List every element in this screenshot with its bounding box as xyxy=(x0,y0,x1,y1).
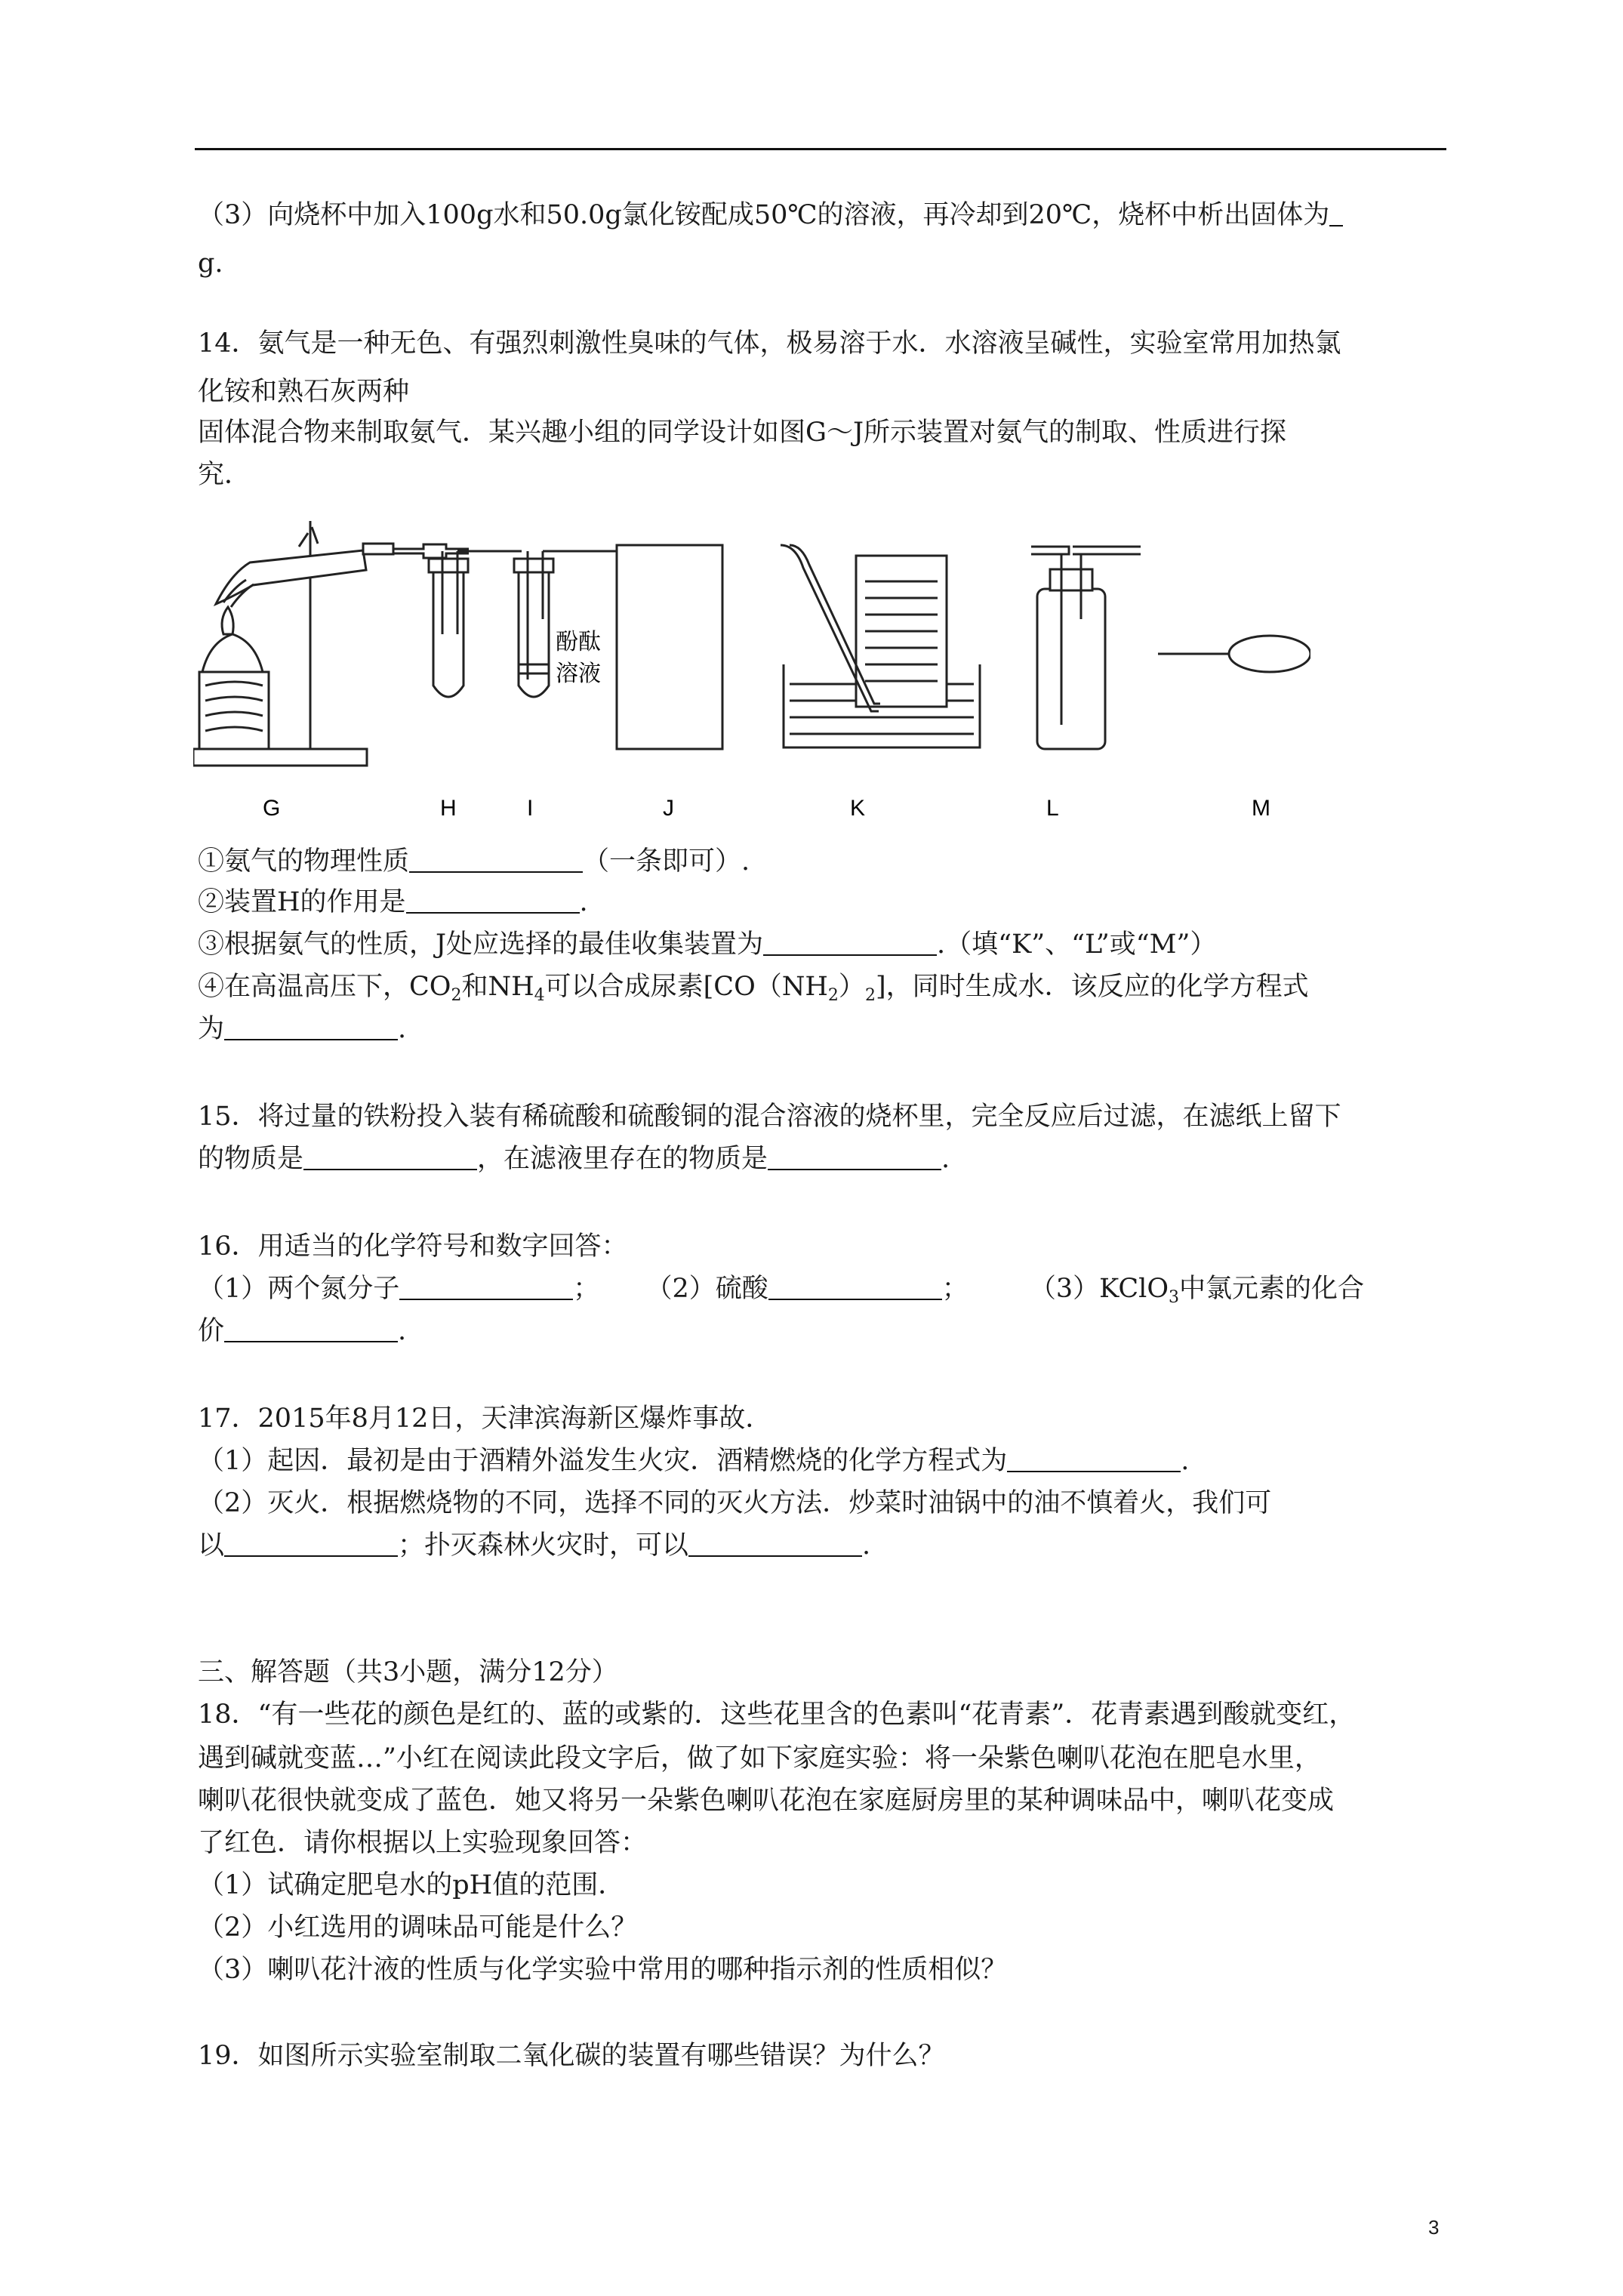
q17-line-1: 17．2015年8月12日，天津滨海新区爆炸事故． xyxy=(198,1404,772,1434)
q13-part3-unit: g. xyxy=(198,248,223,279)
page-number: 3 xyxy=(1428,2216,1440,2239)
apparatus-m xyxy=(1158,636,1310,672)
figure-label-k: K xyxy=(850,796,866,821)
q14-line-2: 化铵和熟石灰两种 xyxy=(198,377,410,407)
solution-label-2: 溶液 xyxy=(556,661,601,687)
q18-line-1: 18．“有一些花的颜色是红的、蓝的或紫的．这些花里含的色素叫“花青素”．花青素遇到酸就变红， xyxy=(198,1700,1356,1730)
q18-line-2: 遇到碱就变蓝…”小红在阅读此段文字后，做了如下家庭实验：将一朵紫色喇叭花泡在肥皂水里， xyxy=(198,1743,1321,1774)
apparatus-g xyxy=(193,521,393,766)
answer-blank[interactable] xyxy=(763,932,937,956)
answer-blank[interactable] xyxy=(399,1276,573,1300)
q14-sub-4-cont: 为 . xyxy=(198,1014,407,1044)
ammonia-apparatus-figure xyxy=(193,513,1310,831)
answer-blank[interactable] xyxy=(303,1146,477,1170)
q16-line-3: 价 . xyxy=(198,1316,407,1346)
figure-label-j: J xyxy=(663,796,674,821)
q14-line-4: 究． xyxy=(198,460,251,490)
apparatus-h xyxy=(429,551,522,697)
q14-sub-4: ④在高温高压下，$CO_2$和$NH_4$可以合成尿素$[CO(NH_2)_2]$，同时生成水．该反应的化学方程式 xyxy=(198,972,1309,1005)
answer-blank[interactable] xyxy=(406,889,580,914)
q14-sub-3: ③根据氨气的性质，J处应选择的最佳收集装置为 .（填“K”、“L”或“M”） xyxy=(198,929,1217,960)
figure-label-l: L xyxy=(1046,796,1059,821)
q14-line-3: 固体混合物来制取氨气．某兴趣小组的同学设计如图G～J所示装置对氨气的制取、性质进行探 xyxy=(198,418,1286,448)
q18-sub-3: （3）喇叭花汁液的性质与化学实验中常用的哪种指示剂的性质相似？ xyxy=(198,1955,1008,1985)
answer-blank[interactable] xyxy=(224,1533,398,1557)
answer-blank[interactable] xyxy=(224,1318,398,1342)
q16-line-2: （1）两个氮分子 ； （2）硫酸 ； （3）KClO$_3$中氯元素的化合 xyxy=(198,1274,1365,1307)
figure-label-m: M xyxy=(1252,796,1270,821)
q15-line-1: 15．将过量的铁粉投入装有稀硫酸和硫酸铜的混合溶液的烧杯里，完全反应后过滤，在滤纸上留下 xyxy=(198,1102,1341,1132)
answer-blank[interactable] xyxy=(768,1146,941,1170)
q19-line-1: 19．如图所示实验室制取二氧化碳的装置有哪些错误？为什么？ xyxy=(198,2041,945,2071)
solution-label-1: 酚酞 xyxy=(556,629,601,655)
apparatus-j xyxy=(617,545,722,749)
q18-sub-2: （2）小红选用的调味品可能是什么？ xyxy=(198,1912,638,1943)
answer-blank[interactable] xyxy=(1329,202,1343,227)
answer-blank[interactable] xyxy=(224,1016,398,1040)
section-3-heading: 三、解答题（共3小题，满分12分） xyxy=(198,1657,618,1687)
q18-sub-1: （1）试确定肥皂水的pH值的范围． xyxy=(198,1870,625,1900)
q14-sub-1: ①氨气的物理性质 （一条即可）. xyxy=(198,846,750,877)
answer-blank[interactable] xyxy=(768,1276,942,1300)
q15-line-2: 的物质是 ，在滤液里存在的物质是 . xyxy=(198,1144,950,1174)
q14-line-1: 14．氨气是一种无色、有强烈刺激性臭味的气体，极易溶于水．水溶液呈碱性，实验室常用加热氯 xyxy=(198,328,1341,359)
header-rule xyxy=(195,148,1446,150)
q16-line-1: 16．用适当的化学符号和数字回答： xyxy=(198,1231,628,1262)
figure-label-i: I xyxy=(527,796,534,821)
answer-blank[interactable] xyxy=(409,849,583,873)
figure-label-g: G xyxy=(263,796,281,821)
q17-line-2: （1）起因．最初是由于酒精外溢发生火灾．酒精燃烧的化学方程式为 . xyxy=(198,1446,1190,1476)
answer-blank[interactable] xyxy=(1007,1448,1181,1472)
q17-line-4: 以 ；扑灭森林火灾时，可以 . xyxy=(198,1530,871,1561)
apparatus-l xyxy=(1031,547,1141,749)
q18-line-3: 喇叭花很快就变成了蓝色．她又将另一朵紫色喇叭花泡在家庭厨房里的某种调味品中，喇叭花变成 xyxy=(198,1786,1335,1816)
q13-part3-line: （3）向烧杯中加入100g水和50.0g氯化铵配成50℃的溶液，再冷却到20℃，烧杯中析出固体为 xyxy=(198,198,1343,233)
answer-blank[interactable] xyxy=(688,1533,862,1557)
q14-sub-2: ②装置H的作用是 . xyxy=(198,887,588,917)
q17-line-3: （2）灭火．根据燃烧物的不同，选择不同的灭火方法．炒菜时油锅中的油不慎着火，我们可 xyxy=(198,1488,1272,1518)
q18-line-4: 了红色．请你根据以上实验现象回答： xyxy=(198,1828,648,1858)
apparatus-k xyxy=(781,545,980,747)
figure-label-h: H xyxy=(440,796,457,821)
